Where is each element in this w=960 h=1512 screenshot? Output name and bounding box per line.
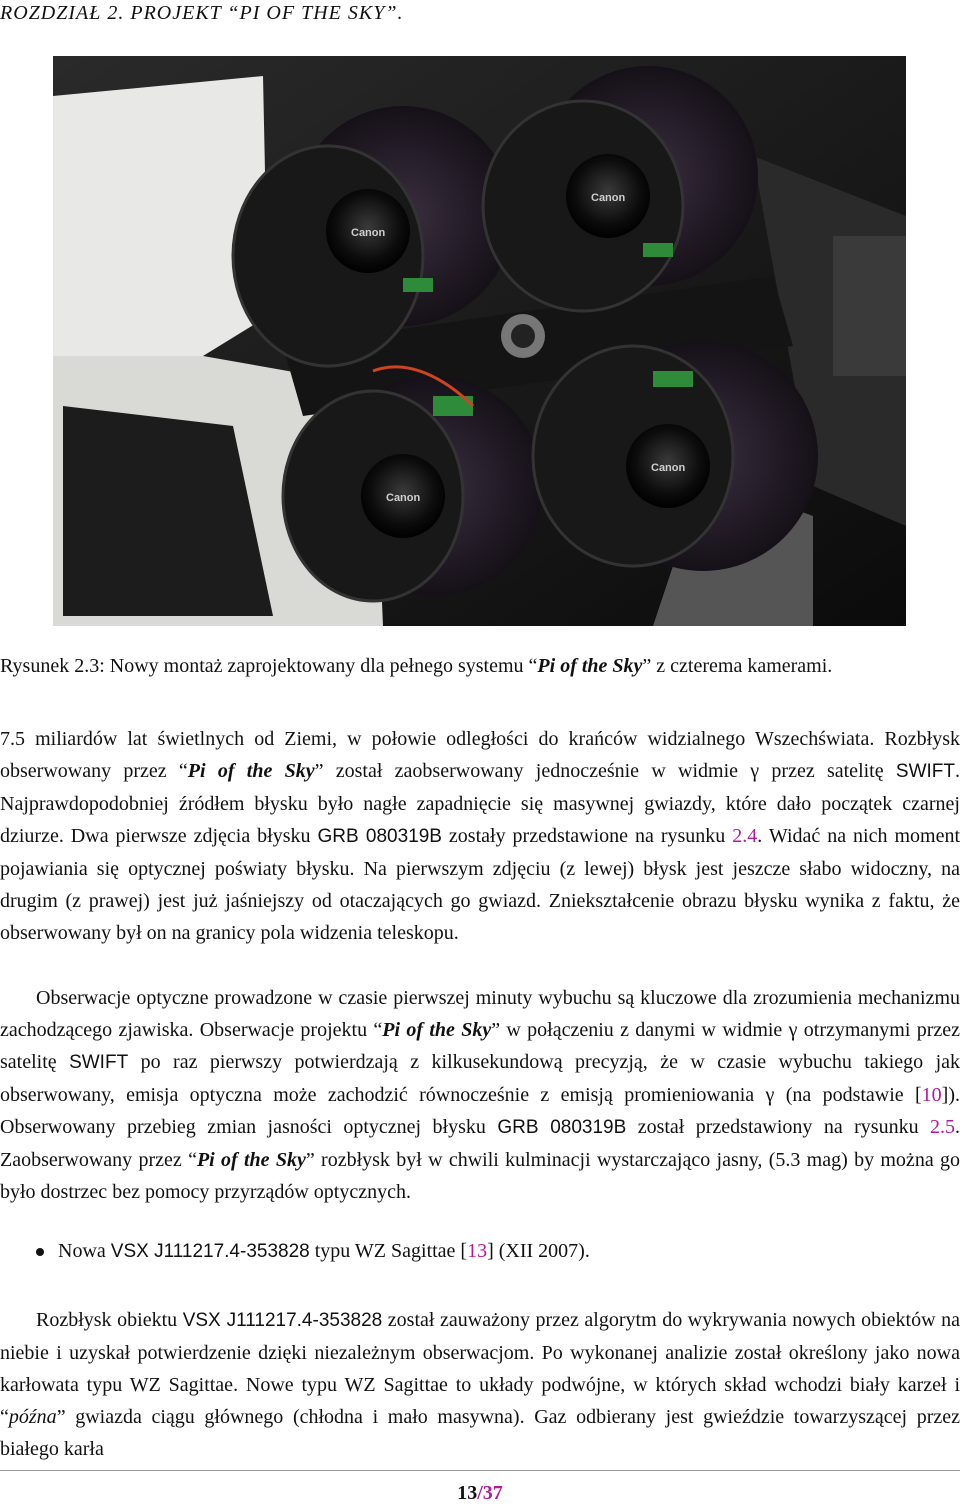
- camera-mount-photo: [53, 56, 906, 626]
- page-number: 13/37: [457, 1482, 503, 1504]
- bullet-item: Nowa VSX J111217.4-353828 typu WZ Sagittae [13] (XII 2007).: [36, 1240, 590, 1263]
- paragraph-1: 7.5 miliardów lat świetlnych od Ziemi, w połowie odległości do krańców widzialnego Wszechświata. Rozbłysk obserwowany przez “Pi of the Sky” został zaobserwowany jednocześnie w widmie γ przez satelitę SWIFT. Najprawdopodobniej źródłem błysku było nagłe zapadnięcie się masywnej gwiazdy, które dało początek czarnej dziurze. Dwa pierwsze zdjęcia błysku GRB 080319B zostały przedstawione na rysunku 2.4. Widać na nich moment pojawiania się optycznej poświaty błysku. Na pierwszym zdjęciu (z lewej) błysk jest jeszcze słabo widoczny, na drugim (z prawej) jest już jaśniejszy od otaczających go gwiazd. Zniekształcenie obrazu błysku wynika z faktu, że obserwowany był on na granicy pola widzenia teleskopu.: [0, 728, 960, 944]
- grb-name: GRB 080319B: [497, 1117, 627, 1138]
- figure-ref-link[interactable]: 2.5: [930, 1116, 955, 1138]
- citation-link[interactable]: 10: [921, 1084, 942, 1106]
- footer-divider: [0, 1470, 960, 1471]
- running-header: ROZDZIAŁ 2. PROJEKT “PI OF THE SKY”.: [0, 2, 404, 24]
- object-name: VSX J111217.4-353828: [110, 1241, 310, 1262]
- lens-cap-label-2: Canon: [591, 192, 626, 204]
- bullet-dot-icon: [36, 1248, 44, 1256]
- satellite-name: SWIFT: [69, 1052, 129, 1073]
- satellite-name: SWIFT: [895, 761, 955, 782]
- figure-ref-link[interactable]: 2.4: [732, 825, 758, 847]
- lens-cap-label-4: Canon: [651, 462, 686, 474]
- photo-illustration: [53, 56, 906, 626]
- italic-term: późna: [8, 1406, 57, 1428]
- caption-text: Rysunek 2.3: Nowy montaż zaprojektowany dla pełnego systemu “: [0, 655, 538, 677]
- caption-text-end: ” z czterema kamerami.: [642, 655, 833, 677]
- grb-name: GRB 080319B: [317, 826, 442, 847]
- project-name: Pi of the Sky: [382, 1019, 492, 1041]
- project-name: Pi of the Sky: [187, 760, 315, 782]
- figure-caption: [0, 652, 960, 680]
- lens-cap-label-3: Canon: [386, 492, 421, 504]
- citation-link[interactable]: 13: [467, 1240, 488, 1262]
- project-name: Pi of the Sky: [196, 1149, 306, 1171]
- lens-cap-label-1: Canon: [351, 227, 386, 239]
- object-name: VSX J111217.4-353828: [182, 1310, 383, 1331]
- paragraph-3: Rozbłysk obiektu VSX J111217.4-353828 został zauważony przez algorytm do wykrywania nowych obiektów na niebie i uzyskał potwierdzenie dzięki niezależnym obserwacjom. Po wykonanej analizie został określony jako nowa karłowata typu WZ Sagittae. Nowe typu WZ Sagittae to układy podwójne, w których skład wchodzi biały karzeł i “późna” gwiazda ciągu głównego (chłodna i mało masywna). Gaz odbierany jest gwieździe towarzyszącej przez białego karła: [0, 1309, 960, 1460]
- caption-project-name: Pi of the Sky: [537, 655, 643, 677]
- paragraph-2: Obserwacje optyczne prowadzone w czasie pierwszej minuty wybuchu są kluczowe dla zrozumienia mechanizmu zachodzącego zjawiska. Obserwacje projektu “Pi of the Sky” w połączeniu z danymi w widmie γ otrzymanymi przez satelitę SWIFT po raz pierwszy potwierdzają z kilkusekundową precyzją, że w czasie wybuchu takiego jak obserwowany, emisja optyczna może zachodzić równocześnie z emisją promieniowania γ (na podstawie [10]). Obserwowany przebieg zmian jasności optycznej błysku GRB 080319B został przedstawiony na rysunku 2.5. Zaobserwowany przez “Pi of the Sky” rozbłysk był w chwili kulminacji wystarczająco jasny, (5.3 mag) by można go było dostrzec bez pomocy przyrządów optycznych.: [0, 987, 960, 1203]
